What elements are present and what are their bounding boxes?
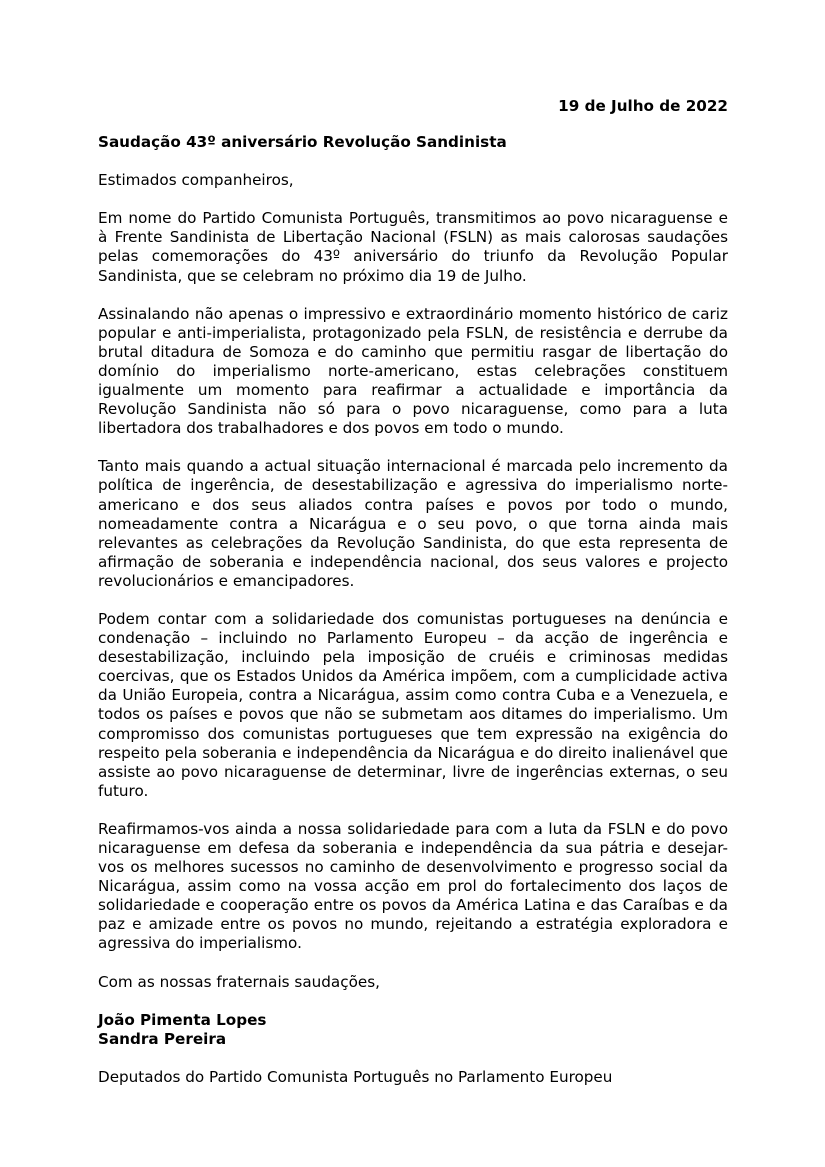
signer-name: João Pimenta Lopes — [98, 1010, 267, 1029]
signers-block — [98, 1011, 728, 1049]
letter-page — [98, 97, 728, 1087]
letter-greeting: Estimados companheiros, — [98, 171, 294, 190]
letter-paragraph-4: Podem contar com a solidariedade dos comunistas portugueses na denúncia e condenação – incluindo no Parlamento Europeu – da acção de ingerência e desestabilização, incluindo pela imposição de cruéis e criminosas medidas coercivas, que os Estados Unidos da América impõem, com a cumplicidade activa da União Europeia, contra a Nicarágua, assim como contra Cuba e a Venezuela, e todos os países e povos que não se submetam aos ditames do imperialismo. Um compromisso dos comunistas portugueses que tem expressão na exigência do respeito pela soberania e independência da Nicarágua e do direito inalienável que assiste ao povo nicaraguense de determinar, livre de ingerências externas, o seu futuro. — [98, 609, 728, 800]
letter-date: 19 de Julho de 2022 — [558, 97, 728, 115]
letter-paragraph-3: Tanto mais quando a actual situação internacional é marcada pelo incremento da política de ingerência, de desestabilização e agressiva do imperialismo norte-americano e dos seus aliados contra países e povos por todo o mundo, nomeadamente contra a Nicarágua e o seu povo, o que torna ainda mais relevantes as celebrações da Revolução Sandinista, do que esta representa de afirmação de soberania e independência nacional, dos seus valores e projecto revolucionários e emancipadores. — [98, 457, 728, 590]
letter-closing: Com as nossas fraternais saudações, — [98, 972, 380, 991]
letter-paragraph-5: Reafirmamos-vos ainda a nossa solidariedade para com a luta da FSLN e do povo nicaraguense em defesa da soberania e independência da sua pátria e desejar-vos os melhores sucessos no caminho de desenvolvimento e progresso social da Nicarágua, assim como na vossa acção em prol do fortalecimento dos laços de solidariedade e cooperação entre os povos da América Latina e das Caraíbas e da paz e amizade entre os povos no mundo, rejeitando a estratégia exploradora e agressiva do imperialismo. — [98, 819, 728, 953]
letter-paragraph-1: Em nome do Partido Comunista Português, transmitimos ao povo nicaraguense e à Frente Sandinista de Libertação Nacional (FSLN) as mais calorosas saudações pelas comemorações do 43º aniversário do triunfo da Revolução Popular Sandinista, que se celebram no próximo dia 19 de Julho. — [98, 209, 728, 285]
signer-name: Sandra Pereira — [98, 1029, 227, 1048]
letter-subject: Saudação 43º aniversário Revolução Sandinista — [98, 133, 507, 152]
letter-paragraph-2: Assinalando não apenas o impressivo e extraordinário momento histórico de cariz popular e anti-imperialista, protagonizado pela FSLN, de resistência e derrube da brutal ditadura de Somoza e do caminho que permitiu rasgar de libertação do domínio do imperialismo norte-americano, estas celebrações constituem igualmente um momento para reafirmar a actualidade e importância da Revolução Sandinista não só para o povo nicaraguense, como para a luta libertadora dos trabalhadores e dos povos em todo o mundo. — [98, 304, 728, 438]
signers-affiliation: Deputados do Partido Comunista Português no Parlamento Europeu — [98, 1067, 613, 1086]
